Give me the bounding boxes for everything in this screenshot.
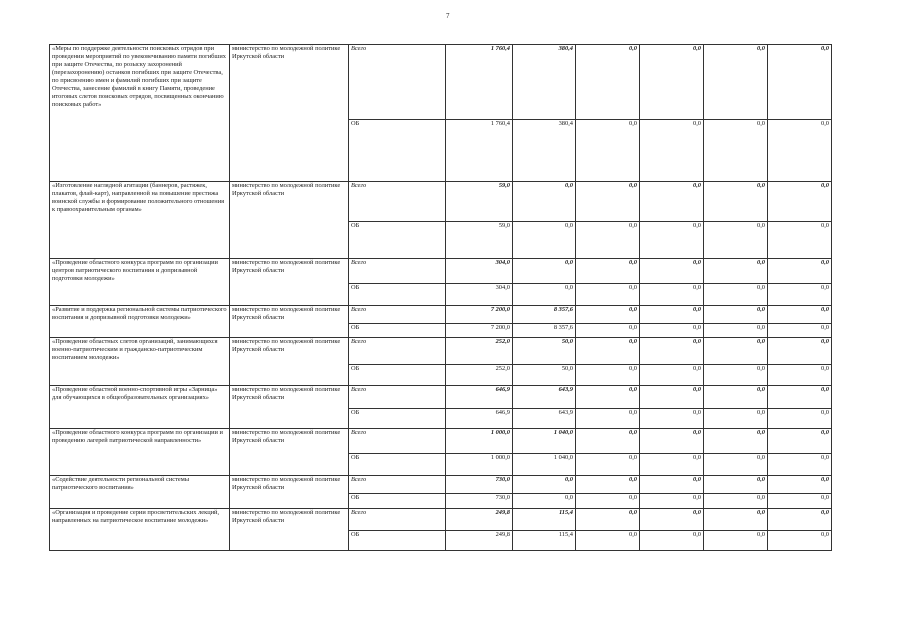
total-amount-cell: 304,0 (446, 259, 513, 284)
executor: министерство по молодежной политике Иркутской области (230, 476, 349, 509)
total-amount-cell: 0,0 (768, 182, 832, 222)
regional-amount-cell: 50,0 (513, 365, 576, 386)
regional-amount-cell: 0,0 (640, 120, 704, 182)
regional-amount-cell: 0,0 (576, 409, 640, 429)
regional-amount-cell: 0,0 (640, 324, 704, 338)
regional-amount-cell: 252,0 (446, 365, 513, 386)
regional-amount-cell: 0,0 (704, 284, 768, 306)
total-amount-cell: 0,0 (704, 306, 768, 324)
regional-amount-cell: 1 000,0 (446, 454, 513, 476)
total-amount-cell: 0,0 (704, 386, 768, 409)
total-amount-cell: 0,0 (576, 429, 640, 454)
source-total-label: Всего (349, 306, 446, 324)
executor: министерство по молодежной политике Иркутской области (230, 338, 349, 386)
table-row (50, 259, 832, 284)
total-amount-cell: 0,0 (768, 476, 832, 494)
table-row (50, 429, 832, 454)
source-regional-label: ОБ (349, 409, 446, 429)
total-amount-cell: 249,8 (446, 509, 513, 531)
regional-amount-cell: 0,0 (704, 120, 768, 182)
regional-amount-cell: 0,0 (704, 454, 768, 476)
total-amount-cell: 0,0 (704, 429, 768, 454)
event-description: «Проведение областной военно-спортивной игры «Зарница» для обучающихся в общеобразовательных организациях» (50, 386, 230, 429)
total-amount-cell: 0,0 (768, 429, 832, 454)
table-row (50, 476, 832, 494)
event-description: «Проведение областного конкурса программ по организации и проведению лагерей патриотической направленности» (50, 429, 230, 476)
total-amount-cell: 0,0 (704, 182, 768, 222)
total-amount-cell: 0,0 (513, 476, 576, 494)
regional-amount-cell: 0,0 (768, 409, 832, 429)
event-description: «Меры по поддержке деятельности поисковых отрядов при проведении мероприятий по увековечиванию памяти погибших при защите Отечества, по розыску захоронений (перезахоронению) останков погибших при защите Отечества, по присвоению имен и фамилий погибших при защите Отечества, занесение фамилий в книгу Памяти, проведение итоговых слетов поисковых отрядов, посвященных окончанию поисковых работ» (50, 45, 230, 182)
executor: министерство по молодежной политике Иркутской области (230, 182, 349, 259)
executor: министерство по молодежной политике Иркутской области (230, 386, 349, 429)
event-description: «Содействие деятельности региональной системы патриотического воспитания» (50, 476, 230, 509)
total-amount-cell: 7 200,0 (446, 306, 513, 324)
regional-amount-cell: 0,0 (704, 324, 768, 338)
total-amount-cell: 646,9 (446, 386, 513, 409)
total-amount-cell: 0,0 (768, 386, 832, 409)
total-amount-cell: 0,0 (704, 509, 768, 531)
regional-amount-cell: 730,0 (446, 494, 513, 509)
regional-amount-cell: 0,0 (640, 365, 704, 386)
executor: министерство по молодежной политике Иркутской области (230, 259, 349, 306)
total-amount-cell: 1 040,0 (513, 429, 576, 454)
total-amount-cell: 0,0 (513, 182, 576, 222)
total-amount-cell: 0,0 (576, 476, 640, 494)
event-description: «Проведение областного конкурса программ по организации центров патриотического воспитания и допризывной подготовки молодежи» (50, 259, 230, 306)
regional-amount-cell: 380,4 (513, 120, 576, 182)
funding-table (49, 44, 832, 551)
regional-amount-cell: 0,0 (704, 531, 768, 551)
regional-amount-cell: 0,0 (640, 531, 704, 551)
page-number: 7 (446, 12, 450, 20)
source-total-label: Всего (349, 386, 446, 409)
source-regional-label: ОБ (349, 324, 446, 338)
event-description: «Изготовление наглядной агитации (баннеров, растяжек, плакатов, флай-карт), направленной на повышение престижа воинской службы и формирование положительного отношения к правоохранительным органам» (50, 182, 230, 259)
source-total-label: Всего (349, 429, 446, 454)
total-amount-cell: 0,0 (640, 259, 704, 284)
regional-amount-cell: 1 040,0 (513, 454, 576, 476)
event-description: «Проведение областных слетов организаций, занимающихся военно-патриотическим и гражданско-патриотическим воспитанием молодежи» (50, 338, 230, 386)
table-row (50, 306, 832, 324)
regional-amount-cell: 0,0 (513, 494, 576, 509)
regional-amount-cell: 0,0 (768, 454, 832, 476)
regional-amount-cell: 0,0 (576, 284, 640, 306)
source-regional-label: ОБ (349, 120, 446, 182)
total-amount-cell: 0,0 (640, 338, 704, 365)
total-amount-cell: 0,0 (768, 338, 832, 365)
total-amount-cell: 0,0 (768, 306, 832, 324)
source-regional-label: ОБ (349, 494, 446, 509)
executor: министерство по молодежной политике Иркутской области (230, 509, 349, 551)
total-amount-cell: 0,0 (640, 386, 704, 409)
regional-amount-cell: 0,0 (768, 120, 832, 182)
regional-amount-cell: 304,0 (446, 284, 513, 306)
regional-amount-cell: 0,0 (640, 494, 704, 509)
total-amount-cell: 0,0 (768, 45, 832, 120)
total-amount-cell: 0,0 (576, 509, 640, 531)
table-row (50, 182, 832, 222)
table-row (50, 338, 832, 365)
regional-amount-cell: 0,0 (768, 531, 832, 551)
total-amount-cell: 59,0 (446, 182, 513, 222)
source-total-label: Всего (349, 45, 446, 120)
total-amount-cell: 0,0 (576, 45, 640, 120)
source-total-label: Всего (349, 476, 446, 494)
regional-amount-cell: 1 760,4 (446, 120, 513, 182)
total-amount-cell: 0,0 (704, 45, 768, 120)
regional-amount-cell: 7 200,0 (446, 324, 513, 338)
table-row (50, 386, 832, 409)
regional-amount-cell: 0,0 (704, 494, 768, 509)
regional-amount-cell: 0,0 (576, 222, 640, 259)
regional-amount-cell: 0,0 (576, 324, 640, 338)
total-amount-cell: 1 760,4 (446, 45, 513, 120)
regional-amount-cell: 115,4 (513, 531, 576, 551)
source-regional-label: ОБ (349, 222, 446, 259)
total-amount-cell: 0,0 (576, 259, 640, 284)
regional-amount-cell: 643,9 (513, 409, 576, 429)
executor: министерство по молодежной политике Иркутской области (230, 45, 349, 182)
regional-amount-cell: 0,0 (704, 222, 768, 259)
table-row (50, 45, 832, 120)
total-amount-cell: 252,0 (446, 338, 513, 365)
total-amount-cell: 730,0 (446, 476, 513, 494)
total-amount-cell: 0,0 (768, 509, 832, 531)
total-amount-cell: 0,0 (768, 259, 832, 284)
total-amount-cell: 0,0 (576, 306, 640, 324)
event-description: «Развитие и поддержка региональной системы патриотического воспитания и допризывной подготовки молодежи» (50, 306, 230, 338)
total-amount-cell: 115,4 (513, 509, 576, 531)
regional-amount-cell: 0,0 (576, 531, 640, 551)
regional-amount-cell: 0,0 (768, 494, 832, 509)
regional-amount-cell: 0,0 (768, 222, 832, 259)
executor: министерство по молодежной политике Иркутской области (230, 429, 349, 476)
event-description: «Организация и проведение серии просветительских лекций, направленных на патриотическое воспитание молодежи» (50, 509, 230, 551)
regional-amount-cell: 0,0 (513, 222, 576, 259)
total-amount-cell: 0,0 (640, 306, 704, 324)
regional-amount-cell: 646,9 (446, 409, 513, 429)
regional-amount-cell: 8 357,6 (513, 324, 576, 338)
regional-amount-cell: 0,0 (640, 409, 704, 429)
total-amount-cell: 0,0 (640, 45, 704, 120)
regional-amount-cell: 0,0 (640, 222, 704, 259)
total-amount-cell: 643,9 (513, 386, 576, 409)
regional-amount-cell: 0,0 (768, 324, 832, 338)
source-regional-label: ОБ (349, 284, 446, 306)
regional-amount-cell: 0,0 (768, 284, 832, 306)
executor: министерство по молодежной политике Иркутской области (230, 306, 349, 338)
total-amount-cell: 50,0 (513, 338, 576, 365)
total-amount-cell: 0,0 (704, 259, 768, 284)
total-amount-cell: 0,0 (704, 476, 768, 494)
table-row (50, 509, 832, 531)
regional-amount-cell: 0,0 (704, 409, 768, 429)
source-total-label: Всего (349, 509, 446, 531)
regional-amount-cell: 0,0 (576, 365, 640, 386)
total-amount-cell: 0,0 (513, 259, 576, 284)
regional-amount-cell: 0,0 (640, 454, 704, 476)
regional-amount-cell: 0,0 (576, 454, 640, 476)
regional-amount-cell: 249,8 (446, 531, 513, 551)
regional-amount-cell: 0,0 (513, 284, 576, 306)
total-amount-cell: 0,0 (640, 476, 704, 494)
regional-amount-cell: 0,0 (576, 120, 640, 182)
regional-amount-cell: 0,0 (768, 365, 832, 386)
total-amount-cell: 0,0 (704, 338, 768, 365)
source-regional-label: ОБ (349, 454, 446, 476)
regional-amount-cell: 0,0 (640, 284, 704, 306)
regional-amount-cell: 0,0 (704, 365, 768, 386)
source-regional-label: ОБ (349, 531, 446, 551)
total-amount-cell: 1 000,0 (446, 429, 513, 454)
source-total-label: Всего (349, 338, 446, 365)
total-amount-cell: 0,0 (576, 338, 640, 365)
total-amount-cell: 380,4 (513, 45, 576, 120)
total-amount-cell: 0,0 (640, 509, 704, 531)
total-amount-cell: 8 357,6 (513, 306, 576, 324)
source-regional-label: ОБ (349, 365, 446, 386)
source-total-label: Всего (349, 259, 446, 284)
total-amount-cell: 0,0 (640, 429, 704, 454)
regional-amount-cell: 59,0 (446, 222, 513, 259)
total-amount-cell: 0,0 (576, 182, 640, 222)
regional-amount-cell: 0,0 (576, 494, 640, 509)
source-total-label: Всего (349, 182, 446, 222)
total-amount-cell: 0,0 (640, 182, 704, 222)
total-amount-cell: 0,0 (576, 386, 640, 409)
